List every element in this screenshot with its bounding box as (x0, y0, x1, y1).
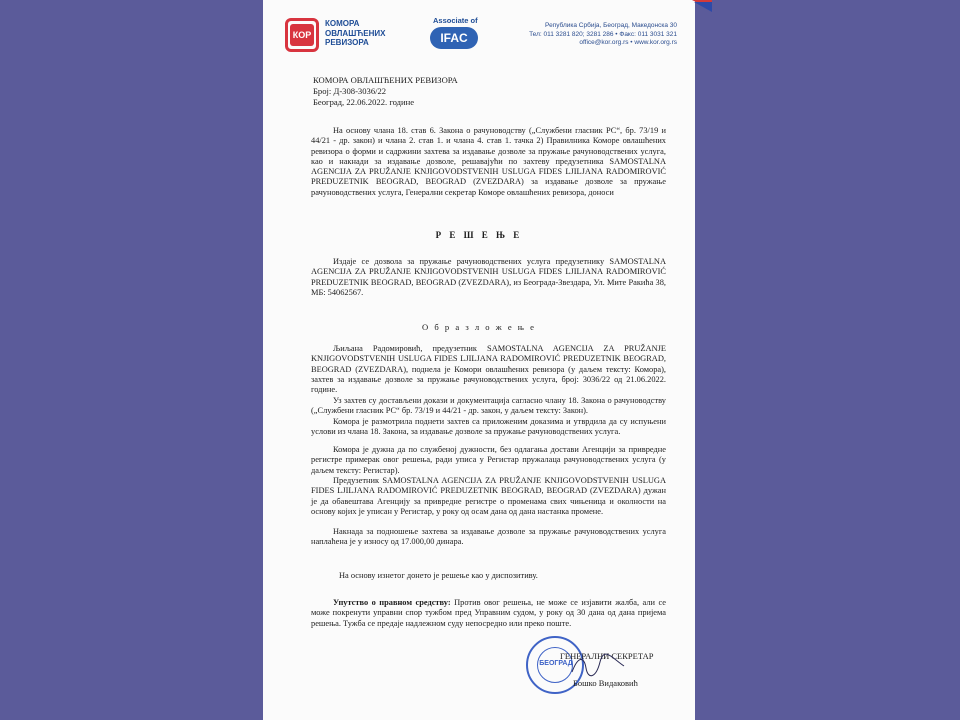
decision-title: Р Е Ш Е Њ Е (435, 230, 523, 240)
kor-logo-text: КОР (290, 24, 314, 46)
legal-remedy (311, 598, 666, 629)
document-header (313, 75, 458, 108)
org-name-line: ОВЛАШЋЕНИХ (325, 28, 386, 38)
legal-remedy-text: Против овог решења, не може се изјавити жалба, али се може покренути управни спор тужбом пред Управним судом, у року од 30 дана од дана пријема решења. Тужба се предаје надлежном суду непосредно или преко поште. (311, 598, 666, 628)
reasoning-paragraph: Комора је размотрила поднети захтев са приложеним доказима и утврдила да су испуњени услови из члана 18. Закона, за издавање дозволе за пружање рачуноводствених услуга. (311, 417, 666, 437)
legal-remedy-label: Упутство о правном средству: (333, 598, 451, 607)
reasoning-paragraph: Накнада за подношење захтева за издавање дозволе за пружање рачуноводствених услуга наплаћена је у износу од 17.000,00 динара. (311, 527, 666, 547)
associate-label: Associate of (433, 16, 478, 25)
org-name-line: РЕВИЗОРА (325, 38, 369, 47)
signatory-name: Бошко Видаковић (573, 678, 638, 688)
contact-web: office@kor.org.rs • www.kor.org.rs (579, 39, 677, 46)
document-number: Број: Д-308-3036/22 (313, 86, 387, 96)
preamble: На основу члана 18. став 6. Закона о рачуноводству („Службени гласник РС“, бр. 73/19 и 44/21 - др. закон) и члана 2. став 1. и члана 4. став 1. тачка 2) Правилника Коморе овлашћених ревизора о форми и садржини захтева за издавање дозволе за пружање рачуноводствених услуга, као и накнади за издавање дозволе, решавајући по захтеву предузетника SAMOSTALNA AGENCIJA ZA PRUŽANJE KNJIGOVODSTVENIH USLUGA FIDES LJILJANA RADOMIROVIĆ PREDUZETNIK BEOGRAD, BEOGRAD (ZVEZDARA) за издавање дозволе за пружање рачуноводствених услуга, Генерални секретар Коморе овлашћених ревизора, доноси (311, 126, 666, 197)
org-name-line: КОМОРА (325, 19, 360, 28)
kor-logo (285, 18, 319, 52)
contact-address: Република Србија, Београд, Македонска 30 (545, 22, 677, 29)
issuer: КОМОРА ОВЛАШЋЕНИХ РЕВИЗОРА (313, 75, 458, 85)
contact-phone: Тел: 011 3281 820; 3281 286 • Факс: 011 3031 321 (529, 30, 677, 38)
contact-info (529, 22, 677, 48)
document-date: Београд, 22.06.2022. године (313, 97, 415, 107)
stamp-text: БЕОГРАД (539, 660, 573, 667)
signatory-title: ГЕНЕРАЛНИ СЕКРЕТАР (560, 651, 654, 661)
conclusion: На основу изнетог донето је решење као у диспозитиву. (339, 571, 538, 580)
reasoning-title: О б р а з л о ж е њ е (422, 322, 536, 332)
reasoning-paragraph: Комора је дужна да по службеној дужности, без одлагања достави Агенцији за привредне регистре примерак овог решења, ради уписа у Регистар пружалаца рачуноводствених услуга (у даљем тексту: Регистар). (311, 445, 666, 475)
document-page (263, 0, 695, 720)
reasoning-paragraph: Уз захтев су достављени докази и документација сагласно члану 18. Закона о рачуноводству („Службени гласник РС“ бр. 73/19 и 44/21 - др. закон, у даљем тексту: Закон). (311, 396, 666, 416)
decision-text: Издаје се дозвола за пружање рачуноводствених услуга предузетнику SAMOSTALNA AGENCIJA ZA PRUŽANJE KNJIGOVODSTVENIH USLUGA FIDES LJILJANA RADOMIROVIĆ PREDUZETNIK BEOGRAD, BEOGRAD (ZVEZDARA), из Београда-Звездара, Ул. Мите Ракића 38, МБ: 54062567. (311, 257, 666, 297)
reasoning-paragraph: Предузетник SAMOSTALNA AGENCIJA ZA PRUŽANJE KNJIGOVODSTVENIH USLUGA FIDES LJILJANA RADOMIROVIĆ PREDUZETNIK BEOGRAD, BEOGRAD (ZVEZDARA) дужан је да обавештава Агенцију за привредне регистре о променама свих чињеница и околности на основу којих је уписан у Регистар, у року од осам дана од дана настанка промене. (311, 476, 666, 516)
reasoning-paragraph: Љиљана Радомировић, предузетник SAMOSTALNA AGENCIJA ZA PRUŽANJE KNJIGOVODSTVENIH USLUGA FIDES LJILJANA RADOMIROVIĆ PREDUZETNIK BEOGRAD, BEOGRAD (ZVEZDARA), поднела је Комори овлашћених ревизора (у даљем тексту: Комора), захтев за издавање дозволе за пружање рачуноводствених услуга, број: 3036/22 од 21.06.2022. године. (311, 344, 666, 395)
ifac-logo: IFAC (430, 27, 478, 49)
signature-icon (568, 652, 628, 680)
flag-stripe-blue (694, 2, 712, 12)
org-name (325, 19, 385, 48)
